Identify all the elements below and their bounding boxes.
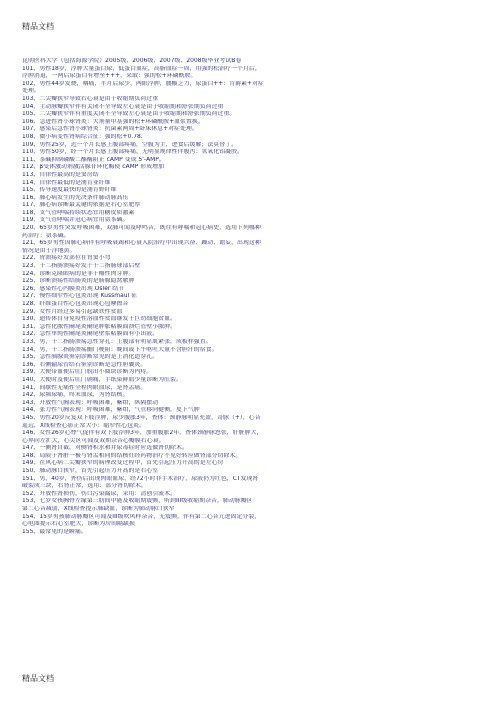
text-line: 113、自律性最高的是窦房结 bbox=[22, 171, 99, 178]
text-line: 122、胃溃疡好发部位在胃窦小弯 bbox=[22, 255, 111, 262]
text-line: 150、肺动脉口狭窄，首先引起压力升高的是右心室 bbox=[22, 468, 159, 475]
text-line: 115、传导速度最快的是浦肯野纤维 bbox=[22, 187, 117, 194]
text-line: 144、张力性气胸表现：呼吸困难，紫绀，气管移向健侧，皮下气肿 bbox=[22, 407, 200, 414]
text-line: 141、间歇性无痛性全程肉眼血尿，是肾盂癌。 bbox=[22, 384, 147, 391]
text-line: 153、七岁女孩胸骨左缘第三肋间中能及收缩期震颤，听到III级收缩期杂音，肺动脉瓣区 bbox=[22, 498, 253, 505]
text-line: 125、诊断溃疡性结肠炎的是肠腺隐窝脓肿 bbox=[22, 278, 135, 285]
text-line: 126、感染性心内膜炎出现 Osler 结节 bbox=[22, 285, 125, 292]
text-line: 情况是由于洋地黄。 bbox=[22, 247, 76, 254]
text-line: 146、女性26岁心悸气促伴有双下肢浮肿3年，加重腹胀2年，查体颈静脉怒张，肝脏肿大， bbox=[22, 430, 263, 437]
text-line: 107、感染后急性肾小球肾炎：抗菌素两周+卧床休息+对症处理。 bbox=[22, 126, 198, 133]
text-line: 心电图提示右心室肥大，诊断为房间隔缺损 bbox=[22, 521, 135, 528]
text-line: 处理。 bbox=[22, 88, 40, 95]
text-line: 第二心音减弱，X线检查提示肺缺血，诊断为肺动脉口狭窄 bbox=[22, 506, 175, 513]
text-line: 147、一侧肾自截，对侧肾积水和并尿毒症时应选做肾切除术。 bbox=[22, 445, 188, 452]
text-line: 112、β受体激动剂激活腺苷环化酶使 cAMP 形成增加 bbox=[22, 164, 165, 171]
text-line: 117、肺心病诊断最关键的依据是右心室肥厚 bbox=[22, 202, 141, 209]
text-line: 108、微小病变性肾病综合征：强的松+0.78. bbox=[22, 133, 143, 140]
text-line: 119、支气管哮喘并冠心病宜用氨茶碱。 bbox=[22, 217, 129, 224]
text-line: 111、茶碱抑制磷酸二酯酶阻止 cAMP 变成 5'-AMP。 bbox=[22, 156, 165, 163]
text-line: 昆明医科大学（包括海源学院）2005级、2006级、2007级、2008级毕业考试B卷 bbox=[22, 58, 242, 64]
text-line: 128、纤维蛋白性心包炎出现心包摩擦音 bbox=[22, 301, 129, 307]
text-line: 130、遗传体自身免疫性溶血性贫血继发于巨幼细胞贫血。 bbox=[22, 316, 176, 323]
text-line: 140、大便时及便后肛门剧痛，手纸染鲜血少量诊断为肛裂。 bbox=[22, 376, 182, 383]
text-line: 133、男，十二指肠溃疡急性穿孔：上腹部有明显肌紧张，成板样强直。 bbox=[22, 338, 212, 345]
text-line: 心界向左扩大，心尖区可闻及双期杂音心瓣膜右心衰。 bbox=[22, 437, 165, 444]
text-line: 127、慢性细窄性心包炎出现 Kussmaul 征 bbox=[22, 293, 138, 300]
text-line: 143、开放性气胸表现：呼吸困难，紫绀，纵隔摆动 bbox=[22, 399, 159, 406]
text-line: 151、男，40岁，外伤后出现肉眼血尿，经72小时非手术治疗，尿液仍为红色，CT发现肾 bbox=[22, 475, 259, 482]
text-line: 132、急性单纯性阑尾炎阑尾壁浆粘膜面有小出液。 bbox=[22, 331, 159, 338]
text-line: 105、二尖瓣狭窄伴有重度关闭不全导致左心衰是由于收缩期和舒张期负荷过重。 bbox=[22, 111, 236, 118]
text-line: 118、支气管哮喘持续状态宜用糖皮质激素 bbox=[22, 209, 135, 216]
document-body bbox=[22, 58, 484, 536]
text-line: 124、诊断克隆眼病的是非干酪性肉芽肿。 bbox=[22, 270, 135, 277]
text-line: 药治疗：氨茶碱。 bbox=[22, 232, 70, 239]
text-line: 110、男性50岁，经一个月长感上腹部疼痛，无明显规律性伴腹泻：氢氧化铝凝胶。 bbox=[22, 149, 243, 156]
text-line: 149、在风心病二尖瓣狭窄的病理改变过程中，首先引起压力升高的是左心房 bbox=[22, 460, 224, 467]
text-line: 104、主动脉瓣狭窄伴有关闭不全导致左心衰是由于收缩期和舒张期负荷过重 bbox=[22, 103, 224, 110]
text-line: 139、大便带血便后肛门脱出小圆块诊断为内痔。 bbox=[22, 369, 153, 376]
text-line: 101、男性18岁，浮肿大量蛋白尿，低蛋白血症，高脂血症一周，用强的松治疗一个月后， bbox=[22, 65, 261, 72]
text-line: 102、男性44岁发烧，咽痛，半月后尿少，两眼浮肿，腰酸乏力，尿蛋白++：肯爵素+对症 bbox=[22, 80, 264, 87]
text-line: 142、尿频尿痛，终末血尿，为肾结核。 bbox=[22, 392, 129, 399]
page-footer: 精品文档 bbox=[22, 674, 54, 683]
text-line: 135、急性胰腺炎鉴别诊断常见的是上消化道穿孔。 bbox=[22, 354, 159, 361]
text-line: 121、65岁男性因肺心病伴有呼吸衰竭和心衰入院治疗中出现兴奋、躁动、谵妄，出现这种 bbox=[22, 240, 261, 247]
text-line: 136、右侧输尿管结石鉴别诊断是急性胆囊炎。 bbox=[22, 361, 147, 368]
text-line: 106、急进性肾小球肾炎：大剂量甲基强的松+环磷酰胺+血浆置换。 bbox=[22, 118, 204, 125]
text-line: 103、二尖瓣狭窄导致右心衰是由于收缩期负荷过重 bbox=[22, 95, 159, 102]
text-line: 109、男性25岁，近一个月长感上腹部疼痛，空腹为主，进食后缓解；法莫替丁。 bbox=[22, 141, 238, 148]
text-line: 155、最常见的是瞬痛。 bbox=[22, 528, 87, 535]
text-line: 123、十二指肠溃疡好发于十二指肠球部后壁 bbox=[22, 263, 141, 270]
text-line: 120、65岁男性突发呼吸困难，双肺可闻及哮鸣音，既往有哮喘和冠心病史，选用下列哪种 bbox=[22, 225, 261, 232]
text-line: 破裂成三块，右肾正常，选用：部分肾切除术。 bbox=[22, 483, 147, 490]
text-line: 154、15岁男孩肺动脉瓣区可闻及III级吹风样杂音，无震颤，伴有第二心音亢进固定分裂， bbox=[22, 513, 261, 520]
text-line: 152、开放性肾损伤，伤口污染漏尿，采用：清创引流术。 bbox=[22, 490, 176, 497]
text-line: 129、女性月经过多易引起缺铁性贫血 bbox=[22, 308, 123, 315]
text-line: 遥远，X线检查心影正常大小：缩窄性心包炎。 bbox=[22, 422, 145, 429]
text-line: 114、自律性最低的是浦肯亚纤维 bbox=[22, 179, 111, 186]
text-line: 148、局限于肾脏一极与肾盂相同的结核灶经药物治疗不见好转应做肾部分切除术。 bbox=[22, 452, 242, 459]
text-line: 134、男，十二指肠溃疡幽门梗阻：晚间或下午呕吐大量不含胆汁的宿食。 bbox=[22, 346, 218, 353]
text-line: 浮肿消退，一两后尿蛋白有增至+++，采取：强的松+环磷酰胺。 bbox=[22, 73, 197, 80]
text-line: 145、男性20岁反复双下肢浮肿，尿少腹胀3年，查体：颈静脉明显充盈，奇脉（+），心音 bbox=[22, 414, 261, 421]
text-line: 116、肺心病发生的先决条件肺动脉高压 bbox=[22, 194, 129, 201]
page-header: 精品文档 bbox=[22, 22, 54, 31]
text-line: 131、急性化脓性阑尾炎阑尾肿胀粘膜面溃烂管壁小脓肿。 bbox=[22, 323, 176, 330]
